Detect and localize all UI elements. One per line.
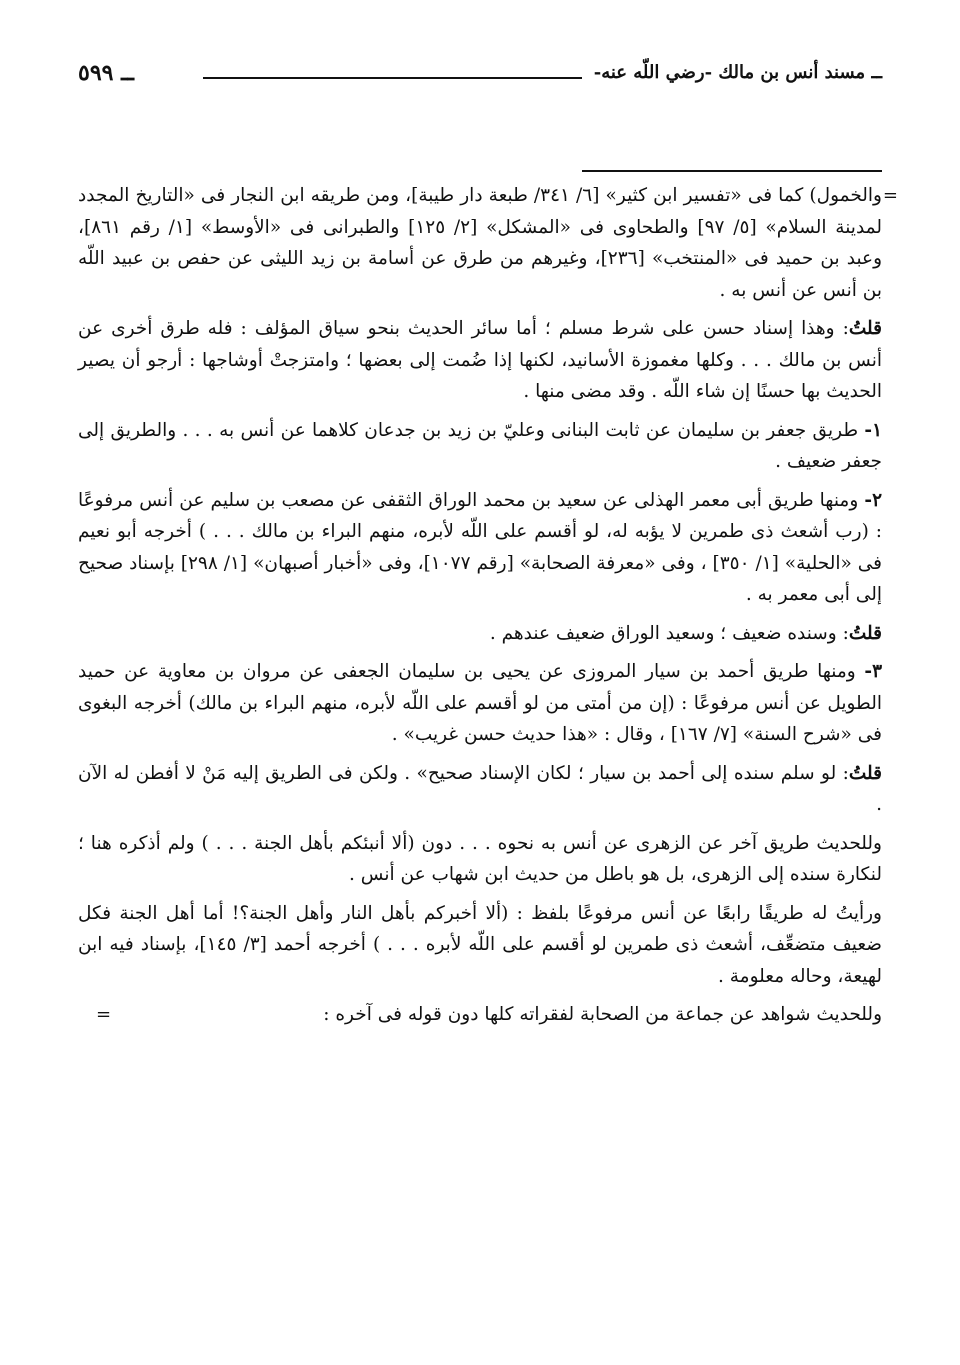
paragraph-text: والخمول) كما فى «تفسير ابن كثير» [٦/ ٣٤١/ طبعة دار طيبة]، ومن طريقه ابن النجار فى «التاريخ المجدد لمدينة السلام» [٥/ ٩٧] والطحاوى فى «المشكل» [٢/ ١٢٥] والطبرانى فى «الأوسط» [١/ رقم ٨٦١]، وعبد بن حميد فى «المنتخب» [٢٣٦]، وغيرهم من طرق عن أسامة بن زيد الليثى عن حفص بن عبيد اللّه بن أنس عن أنس به . <box>78 185 882 301</box>
paragraph-lead: قلتُ <box>848 622 882 644</box>
continuation-mark-end: = <box>96 1004 112 1025</box>
paragraph-9 <box>78 898 882 993</box>
paragraph-1 <box>78 180 882 306</box>
paragraph-text: ومنها طريق أحمد بن سيار المروزى عن يحيى بن سليمان الجعفى عن مروان بن معاوية عن حميد الطويل عن أنس مرفوعًا : (إن من أمتى من لو أقسم على اللّه لأبره، منهم البراء بن مالك) أخرجه البغوى فى «شرح السنة» [٧/ ١٦٧] ، وقال : «هذا حديث حسن غريب» . <box>78 661 883 745</box>
paragraph-lead: ٢- <box>864 489 882 511</box>
paragraph-lead: قلتُ <box>848 762 882 784</box>
paragraph-lead: ١- <box>864 419 882 441</box>
paragraph-text: : وهذا إسناد حسن على شرط مسلم ؛ أما سائر الحديث بنحو سياق المؤلف : فله طرق أخرى عن أنس بن مالك . . . وكلها مغموزة الأسانيد، لكنها إذا ضُمت إلى بعضها ؛ وامتزجتْ أوشاجها : أرجو أن يصير الحديث بها حسنًا إن شاء اللّه . وقد مضى منها . <box>78 318 882 402</box>
paragraph-text: : وسنده ضعيف ؛ وسعيد الوراق ضعيف عندهم . <box>489 622 849 644</box>
paragraph-6 <box>78 656 882 751</box>
paragraph-2 <box>78 313 882 408</box>
paragraph-text: طريق جعفر بن سليمان عن ثابت البنانى وعليّ بن زيد بن جدعان كلاهما عن أنس به . . . والطريق إلى جعفر ضعيف . <box>78 419 882 472</box>
paragraph-text: وللحديث طريق آخر عن الزهرى عن أنس به نحوه . . . دون (ألا أنبئكم بأهل الجنة . . . ) ولم أذكره هنا ؛ لنكارة سنده إلى الزهرى، بل هو باطل من حديث ابن شهاب عن أنس . <box>78 832 882 885</box>
paragraph-lead: ٣- <box>864 661 882 682</box>
header-title: ــ مسند أنس بن مالك -رضي اللّه عنه- <box>593 62 882 83</box>
page-number: ــ ٥٩٩ <box>78 60 135 86</box>
paragraph-text: : لو سلم سنده إلى أحمد بن سيار ؛ لكان الإسناد صحيح» . ولكن فى الطريق إليه مَنْ لا أفطن له الآن . <box>78 762 882 815</box>
paragraph-8 <box>78 828 882 891</box>
paragraph-lead: قلتُ <box>848 318 882 339</box>
paragraph-text: ورأيتُ له طريقًا رابعًا عن أنس مرفوعًا بلفظ : (ألا أخبركم بأهل النار وأهل الجنة؟! أما أهل الجنة فكل ضعيف متضعِّف، أشعث ذى طمرين لو أقسم على اللّه لأبره . . . ) أخرجه أحمد [٣/ ١٤٥]، بإسناد فيه ابن لهيعة، وحاله معلومة . <box>78 902 882 987</box>
paragraph-text: ومنها طريق أبى معمر الهذلى عن سعيد بن محمد الوراق الثقفى عن مصعب بن سليم عن أنس مرفوعًا : (رب أشعث ذى طمرين لا يؤبه له، لو أقسم على اللّه لأبره، منهم البراء بن مالك . . . ) أخرجه أبو نعيم فى «الحلية» [١/ ٣٥٠] ، وفى «معرفة الصحابة» [رقم ١٠٧٧]، وفى «أخبار أصبهان» [١/ ٢٩٨] بإسناد صحيح إلى أبى معمر به . <box>78 489 883 605</box>
running-header <box>78 58 882 94</box>
paragraph-4 <box>78 485 882 611</box>
footnote-separator <box>582 170 882 172</box>
continuation-mark-start: = <box>882 185 898 206</box>
header-rule <box>203 77 582 79</box>
paragraph-text: وللحديث شواهد عن جماعة من الصحابة لفقراته كلها دون قوله فى آخره : <box>323 1004 882 1025</box>
paragraph-7 <box>78 758 882 821</box>
paragraph-10 <box>78 999 882 1031</box>
paragraph-5 <box>78 618 882 650</box>
paragraph-3 <box>78 415 882 478</box>
footnote-body <box>78 180 882 1038</box>
